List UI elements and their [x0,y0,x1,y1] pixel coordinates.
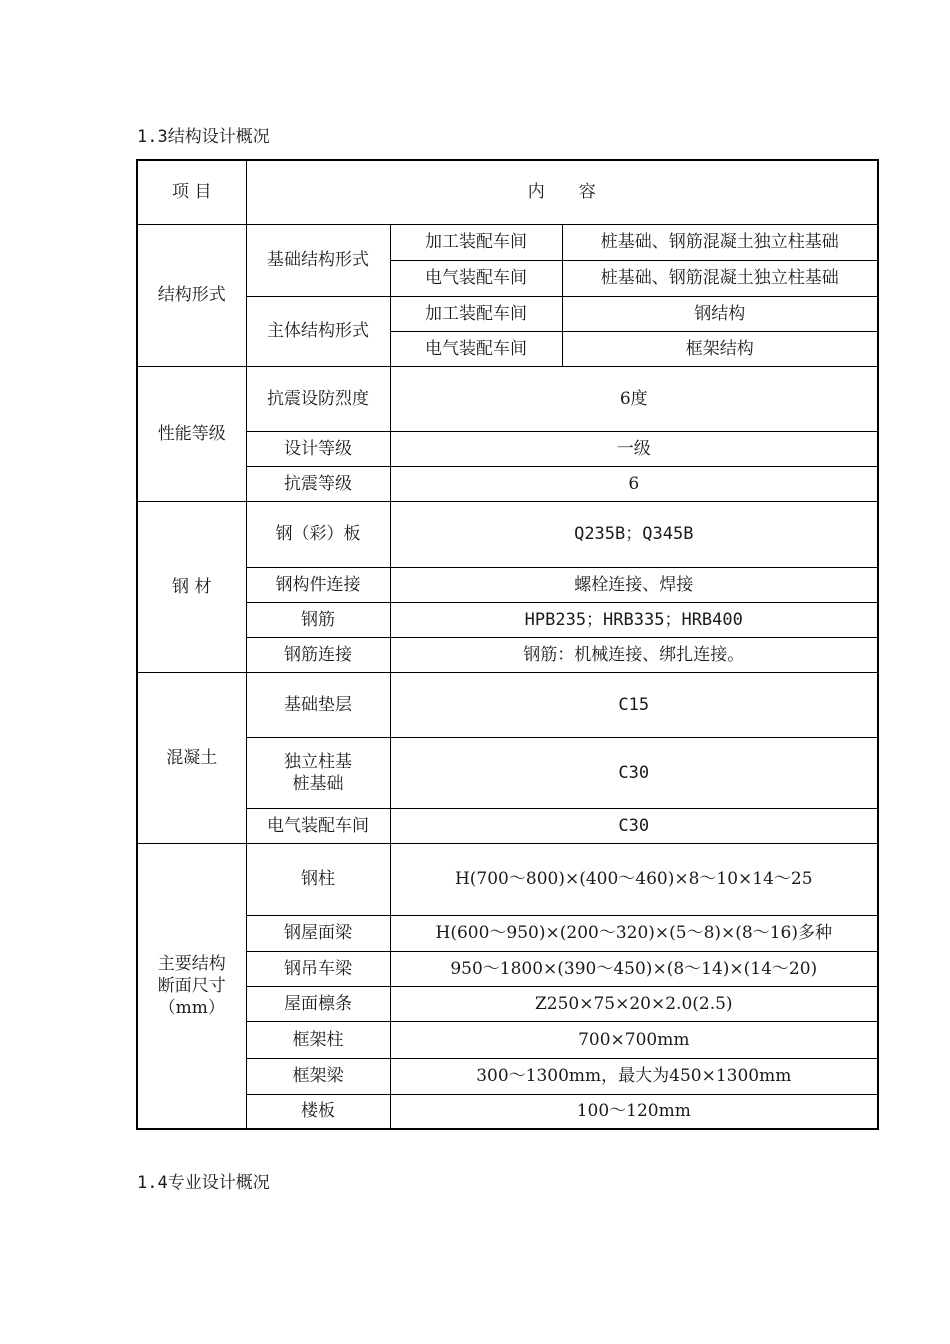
row-label: 钢吊车梁 [246,951,390,986]
table-row [137,366,878,431]
row-label: 抗震设防烈度 [246,366,390,431]
cell-value: 框架结构 [562,331,878,366]
table-row [137,1058,878,1094]
cell-value: 螺栓连接、焊接 [390,567,878,602]
row-label-line1: 独立柱基 [284,751,352,772]
cell-value: 一级 [390,431,878,466]
cell-value: 700×700mm [390,1021,878,1058]
cell-value: 300～1300mm，最大为450×1300mm [390,1058,878,1094]
cell-value: C30 [390,808,878,843]
cell-value: Z250×75×20×2.0(2.5) [390,986,878,1021]
foundation-form-label: 基础结构形式 [246,224,390,296]
cell-value: 钢筋：机械连接、绑扎连接。 [390,637,878,672]
row-label: 钢筋连接 [246,637,390,672]
row-label: 钢筋 [246,602,390,637]
table-row [137,637,878,672]
cell-value: 钢结构 [562,296,878,331]
table-row [137,431,878,466]
table-row [137,1021,878,1058]
cell-value: 桩基础、钢筋混凝土独立柱基础 [562,260,878,296]
table-row [137,567,878,602]
table-row [137,1094,878,1129]
header-content: 内 容 [246,160,878,224]
cell-value: H(600～950)×(200～320)×(5～8)×(8～16)多种 [390,915,878,951]
table-row [137,843,878,915]
category-line1: 主要结构 [157,953,226,974]
table-row [137,296,878,331]
cell-value: C15 [390,672,878,737]
row-label: 钢（彩）板 [246,501,390,567]
table-row [137,951,878,986]
workshop-label: 电气装配车间 [390,331,562,366]
table-row [137,737,878,808]
category-structure-form: 结构形式 [137,224,246,366]
cell-value: HPB235；HRB335；HRB400 [390,602,878,637]
section-heading-1-4: 1.4专业设计概况 [137,1173,270,1193]
row-label: 基础垫层 [246,672,390,737]
category-steel: 钢 材 [137,501,246,672]
table-row [137,224,878,260]
cell-value: 6度 [390,366,878,431]
row-label: 钢屋面梁 [246,915,390,951]
row-label [246,737,390,808]
row-label: 屋面檩条 [246,986,390,1021]
cell-value: 100～120mm [390,1094,878,1129]
row-label: 设计等级 [246,431,390,466]
table-row [137,808,878,843]
table-row [137,501,878,567]
structure-design-table [136,159,879,1130]
workshop-label: 加工装配车间 [390,296,562,331]
table-row [137,672,878,737]
category-performance: 性能等级 [137,366,246,501]
row-label: 楼板 [246,1094,390,1129]
cell-value: H(700～800)×(400～460)×8～10×14～25 [390,843,878,915]
table-row [137,986,878,1021]
table-row [137,602,878,637]
section-heading-1-3: 1.3结构设计概况 [137,127,270,147]
workshop-label: 加工装配车间 [390,224,562,260]
header-item: 项 目 [137,160,246,224]
table-row [137,915,878,951]
table-row [137,466,878,501]
row-label: 框架梁 [246,1058,390,1094]
cell-value: Q235B；Q345B [390,501,878,567]
row-label: 框架柱 [246,1021,390,1058]
cell-value: 桩基础、钢筋混凝土独立柱基础 [562,224,878,260]
cell-value: 6 [390,466,878,501]
table-header-row [137,160,878,224]
cell-value: 950～1800×(390～450)×(8～14)×(14～20) [390,951,878,986]
row-label: 钢构件连接 [246,567,390,602]
category-concrete: 混凝土 [137,672,246,843]
row-label: 钢柱 [246,843,390,915]
category-line3: （mm） [158,997,225,1018]
row-label-line2: 桩基础 [292,773,344,794]
category-line2: 断面尺寸 [157,975,226,996]
workshop-label: 电气装配车间 [390,260,562,296]
main-body-form-label: 主体结构形式 [246,296,390,366]
row-label: 抗震等级 [246,466,390,501]
category-sections [137,843,246,1129]
row-label: 电气装配车间 [246,808,390,843]
cell-value: C30 [390,737,878,808]
